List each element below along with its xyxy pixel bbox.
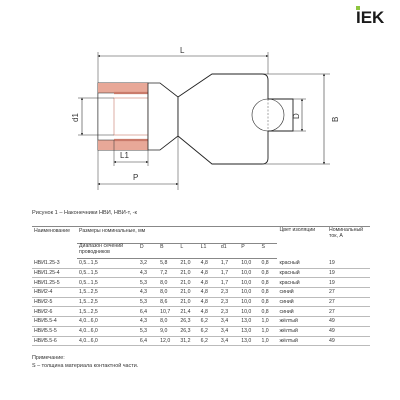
header-L1: L1 [199, 244, 219, 259]
figure-caption: Рисунок 1 – Наконечники НВИ, НВИ-т, -к [32, 210, 137, 216]
cell-current: 27 [327, 297, 370, 307]
cell-P: 10,0 [239, 288, 259, 298]
cell-D: 5,3 [138, 297, 158, 307]
table-row [32, 317, 370, 327]
cell-name: НВИ2-6 [32, 307, 77, 317]
cell-name: НВИ2-5 [32, 297, 77, 307]
cell-L: 21,0 [178, 268, 198, 278]
cell-current: 19 [327, 259, 370, 269]
cell-D: 4,3 [138, 317, 158, 327]
cell-S: 0,8 [259, 268, 277, 278]
cell-color: синий [277, 288, 327, 298]
header-L: L [178, 244, 198, 259]
note-title: Примечание: [32, 355, 65, 361]
header-S: S [259, 244, 277, 259]
header-range: Диапазон сечений проводников [77, 244, 138, 259]
cell-L: 26,3 [178, 317, 198, 327]
cell-P: 10,0 [239, 259, 259, 269]
insulation-sleeve [98, 83, 148, 150]
header-B: B [158, 244, 178, 259]
cell-B: 5,8 [158, 259, 178, 269]
table-row [32, 278, 370, 288]
header-color: Цвет изоляции [277, 227, 327, 259]
cell-L: 21,0 [178, 278, 198, 288]
cell-P: 10,0 [239, 307, 259, 317]
cell-range: 1,5...2,5 [77, 307, 138, 317]
header-D: D [138, 244, 158, 259]
cell-L: 21,4 [178, 307, 198, 317]
cell-d1: 3,4 [219, 317, 239, 327]
cell-L1: 6,2 [199, 336, 219, 346]
cell-P: 10,0 [239, 268, 259, 278]
dim-L-label: L [180, 46, 185, 55]
cell-D: 4,3 [138, 288, 158, 298]
cell-D: 3,2 [138, 259, 158, 269]
cell-D: 4,3 [138, 268, 158, 278]
table-row [32, 259, 370, 269]
cell-L1: 4,8 [199, 268, 219, 278]
cell-range: 0,5...1,5 [77, 278, 138, 288]
cell-P: 13,0 [239, 336, 259, 346]
cell-current: 49 [327, 336, 370, 346]
cell-d1: 3,4 [219, 326, 239, 336]
cell-color: красный [277, 268, 327, 278]
cell-B: 8,0 [158, 278, 178, 288]
cell-color: красный [277, 278, 327, 288]
cell-color: жёлтый [277, 336, 327, 346]
cell-L1: 6,2 [199, 317, 219, 327]
cell-name: НВИ2-4 [32, 288, 77, 298]
cell-d1: 1,7 [219, 278, 239, 288]
cell-color: красный [277, 259, 327, 269]
cell-P: 13,0 [239, 317, 259, 327]
cell-name: НВИ1.25-4 [32, 268, 77, 278]
cell-color: жёлтый [277, 317, 327, 327]
cell-L1: 4,8 [199, 259, 219, 269]
cell-color: синий [277, 307, 327, 317]
cell-range: 0,5...1,5 [77, 268, 138, 278]
cell-B: 8,0 [158, 317, 178, 327]
dim-P-label: P [133, 173, 139, 182]
cell-range: 4,0...6,0 [77, 336, 138, 346]
cell-B: 7,2 [158, 268, 178, 278]
cell-D: 6,4 [138, 307, 158, 317]
cell-L1: 4,8 [199, 278, 219, 288]
cell-current: 27 [327, 288, 370, 298]
cell-L: 21,0 [178, 288, 198, 298]
dim-B-label: B [331, 116, 340, 122]
cell-L1: 4,8 [199, 297, 219, 307]
cell-S: 0,8 [259, 278, 277, 288]
cell-range: 1,5...2,5 [77, 297, 138, 307]
cell-color: жёлтый [277, 326, 327, 336]
cell-L: 21,0 [178, 259, 198, 269]
cell-name: НВИ1.25-5 [32, 278, 77, 288]
dim-d1-label: d1 [71, 113, 80, 122]
cell-L1: 6,2 [199, 326, 219, 336]
cell-current: 49 [327, 326, 370, 336]
cell-d1: 1,7 [219, 259, 239, 269]
cell-S: 1,0 [259, 326, 277, 336]
dim-D-label: D [292, 113, 301, 119]
cell-D: 5,3 [138, 278, 158, 288]
cell-P: 13,0 [239, 326, 259, 336]
cell-d1: 1,7 [219, 268, 239, 278]
cell-L: 26,3 [178, 326, 198, 336]
cell-name: НВИ5.5-6 [32, 336, 77, 346]
header-sizes: Размеры номинальные, мм [77, 227, 277, 244]
cell-L1: 4,8 [199, 307, 219, 317]
cell-name: НВИ5.5-5 [32, 326, 77, 336]
dim-D [292, 99, 306, 131]
cell-D: 6,4 [138, 336, 158, 346]
fork-contact [178, 74, 293, 164]
spec-table [32, 226, 370, 346]
cell-S: 1,0 [259, 336, 277, 346]
barrel-taper [148, 83, 178, 150]
cell-B: 8,0 [158, 288, 178, 298]
cell-S: 0,8 [259, 288, 277, 298]
header-current: Номинальный ток, А [327, 227, 370, 259]
table-row [32, 336, 370, 346]
cell-current: 19 [327, 278, 370, 288]
cell-range: 4,0...6,0 [77, 317, 138, 327]
cell-S: 0,8 [259, 307, 277, 317]
header-d1: d1 [219, 244, 239, 259]
logo-text: IEK [356, 8, 385, 24]
cell-d1: 2,3 [219, 297, 239, 307]
cell-current: 19 [327, 268, 370, 278]
table-row [32, 307, 370, 317]
cell-P: 10,0 [239, 297, 259, 307]
table-row [32, 268, 370, 278]
cell-L1: 4,8 [199, 288, 219, 298]
cell-d1: 2,3 [219, 307, 239, 317]
cell-d1: 2,3 [219, 288, 239, 298]
cell-range: 0,5...1,5 [77, 259, 138, 269]
cell-B: 9,0 [158, 326, 178, 336]
cell-B: 8,6 [158, 297, 178, 307]
table-row [32, 297, 370, 307]
cell-current: 27 [327, 307, 370, 317]
cell-B: 10,7 [158, 307, 178, 317]
table-row [32, 326, 370, 336]
cell-S: 1,0 [259, 317, 277, 327]
cell-range: 4,0...6,0 [77, 326, 138, 336]
cell-B: 12,0 [158, 336, 178, 346]
cell-S: 0,8 [259, 297, 277, 307]
cell-d1: 3,4 [219, 336, 239, 346]
cell-L: 21,0 [178, 297, 198, 307]
dim-L1-label: L1 [120, 151, 129, 160]
cell-L: 31,2 [178, 336, 198, 346]
note-text: S – толщина материала контактной части. [32, 363, 139, 369]
cell-S: 0,8 [259, 259, 277, 269]
cell-name: НВИ1.25-3 [32, 259, 77, 269]
header-P: P [239, 244, 259, 259]
cell-current: 49 [327, 317, 370, 327]
cell-range: 1,5...2,5 [77, 288, 138, 298]
cell-color: синий [277, 297, 327, 307]
header-name: Наименование [32, 227, 77, 259]
cell-name: НВИ5.5-4 [32, 317, 77, 327]
cell-P: 10,0 [239, 278, 259, 288]
cell-D: 5,3 [138, 326, 158, 336]
table-row [32, 288, 370, 298]
